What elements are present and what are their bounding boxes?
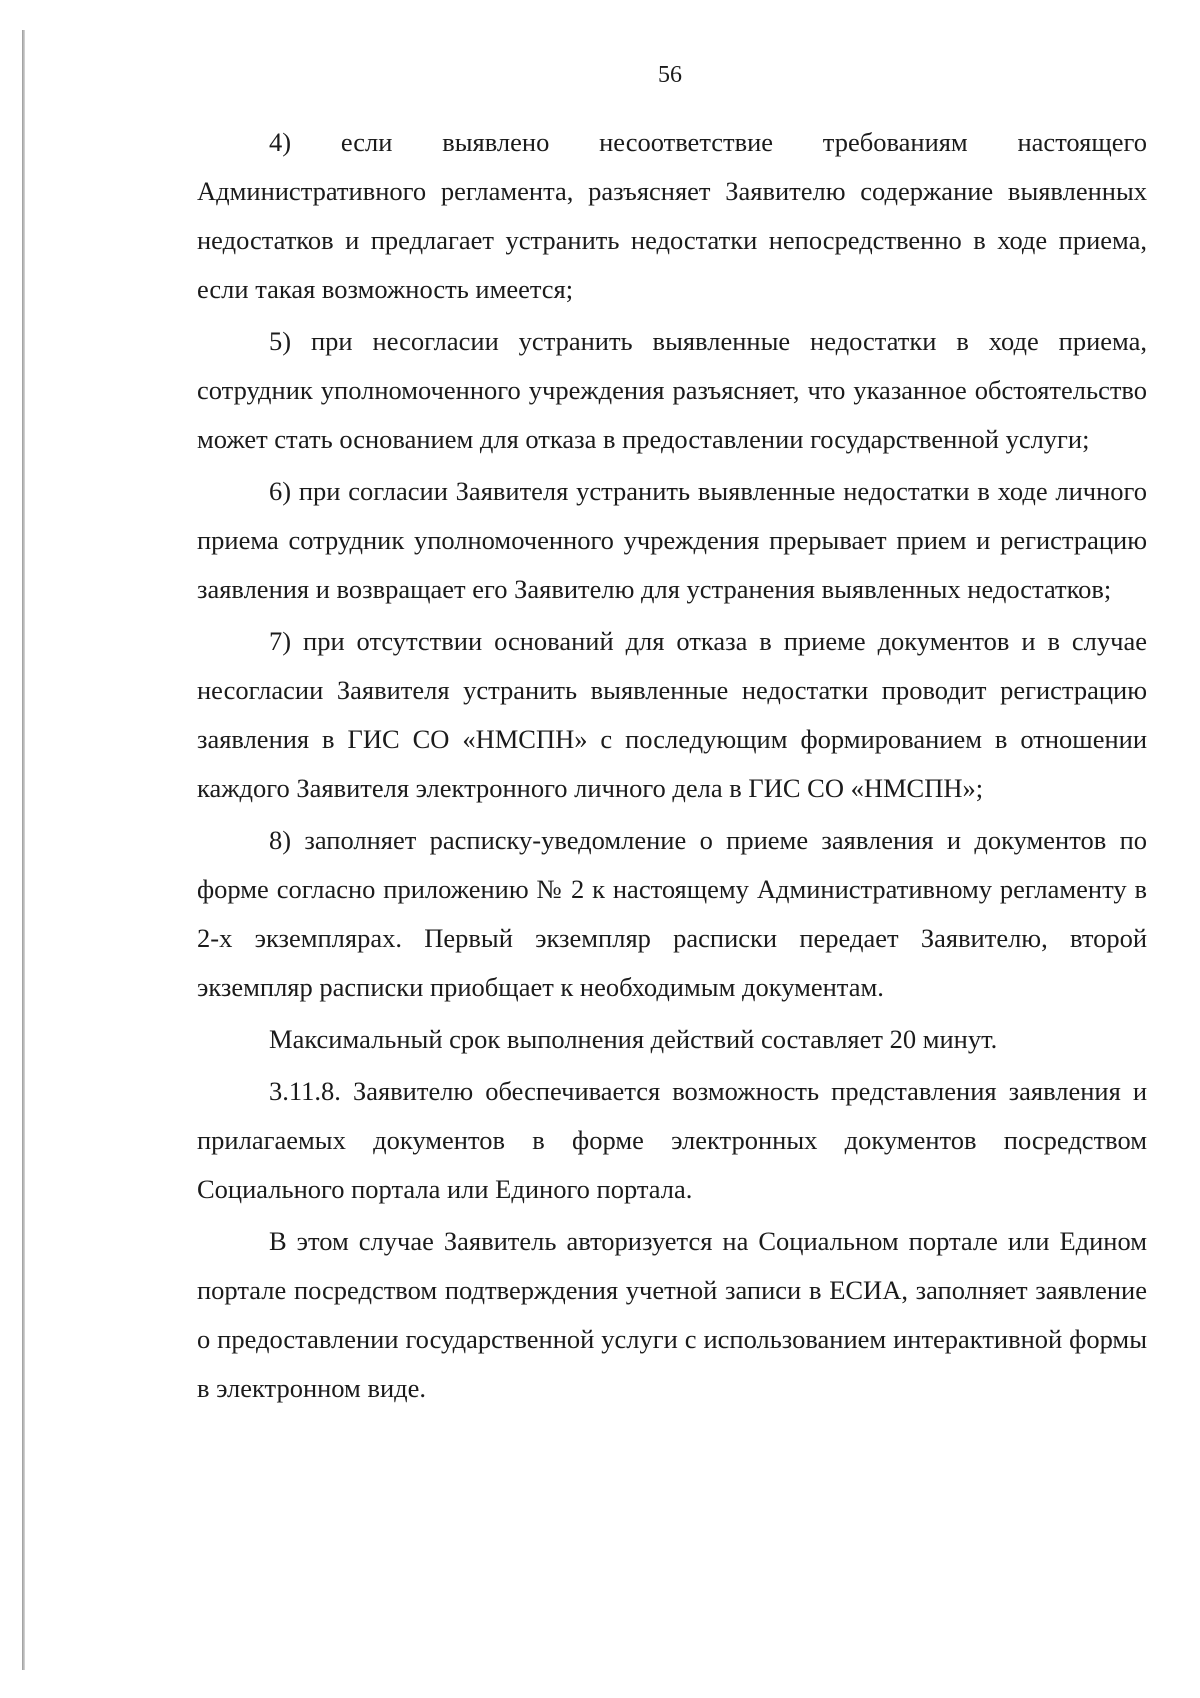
paragraph-3-11-8: 3.11.8. Заявителю обеспечивается возможность представления заявления и прилагаемых документов в форме электронных документов посредством Социального портала или Единого портала.	[197, 1076, 1147, 1204]
paragraph-authorization: В этом случае Заявитель авторизуется на Социальном портале или Едином портале посредством подтверждения учетной записи в ЕСИА, заполняет заявление о предоставлении государственной услуги с использованием интерактивной формы в электронном виде.	[197, 1226, 1147, 1403]
page-edge-scan-line	[22, 30, 25, 1670]
paragraph-item-6: 6) при согласии Заявителя устранить выявленные недостатки в ходе личного приема сотрудник уполномоченного учреждения прерывает прием и регистрацию заявления и возвращает его Заявителю для устранения выявленных недостатков;	[197, 476, 1147, 604]
paragraph-item-8: 8) заполняет расписку-уведомление о приеме заявления и документов по форме согласно приложению № 2 к настоящему Административному регламенту в 2-х экземплярах. Первый экземпляр расписки передает Заявителю, второй экземпляр расписки приобщает к необходимым документам.	[197, 825, 1147, 1002]
page-number: 56	[658, 62, 682, 88]
paragraph-item-7: 7) при отсутствии оснований для отказа в приеме документов и в случае несогласии Заявителя устранить выявленные недостатки проводит регистрацию заявления в ГИС СО «НМСПН» с последующим формированием в отношении каждого Заявителя электронного личного дела в ГИС СО «НМСПН»;	[197, 626, 1147, 803]
paragraph-max-duration: Максимальный срок выполнения действий составляет 20 минут.	[269, 1024, 998, 1054]
paragraph-item-4: 4) если выявлено несоответствие требованиям настоящего Административного регламента, разъясняет Заявителю содержание выявленных недостатков и предлагает устранить недостатки непосредственно в ходе приема, если такая возможность имеется;	[197, 127, 1147, 304]
paragraph-item-5: 5) при несогласии устранить выявленные недостатки в ходе приема, сотрудник уполномоченного учреждения разъясняет, что указанное обстоятельство может стать основанием для отказа в предоставлении государственной услуги;	[197, 326, 1147, 454]
document-body	[197, 118, 1147, 1413]
